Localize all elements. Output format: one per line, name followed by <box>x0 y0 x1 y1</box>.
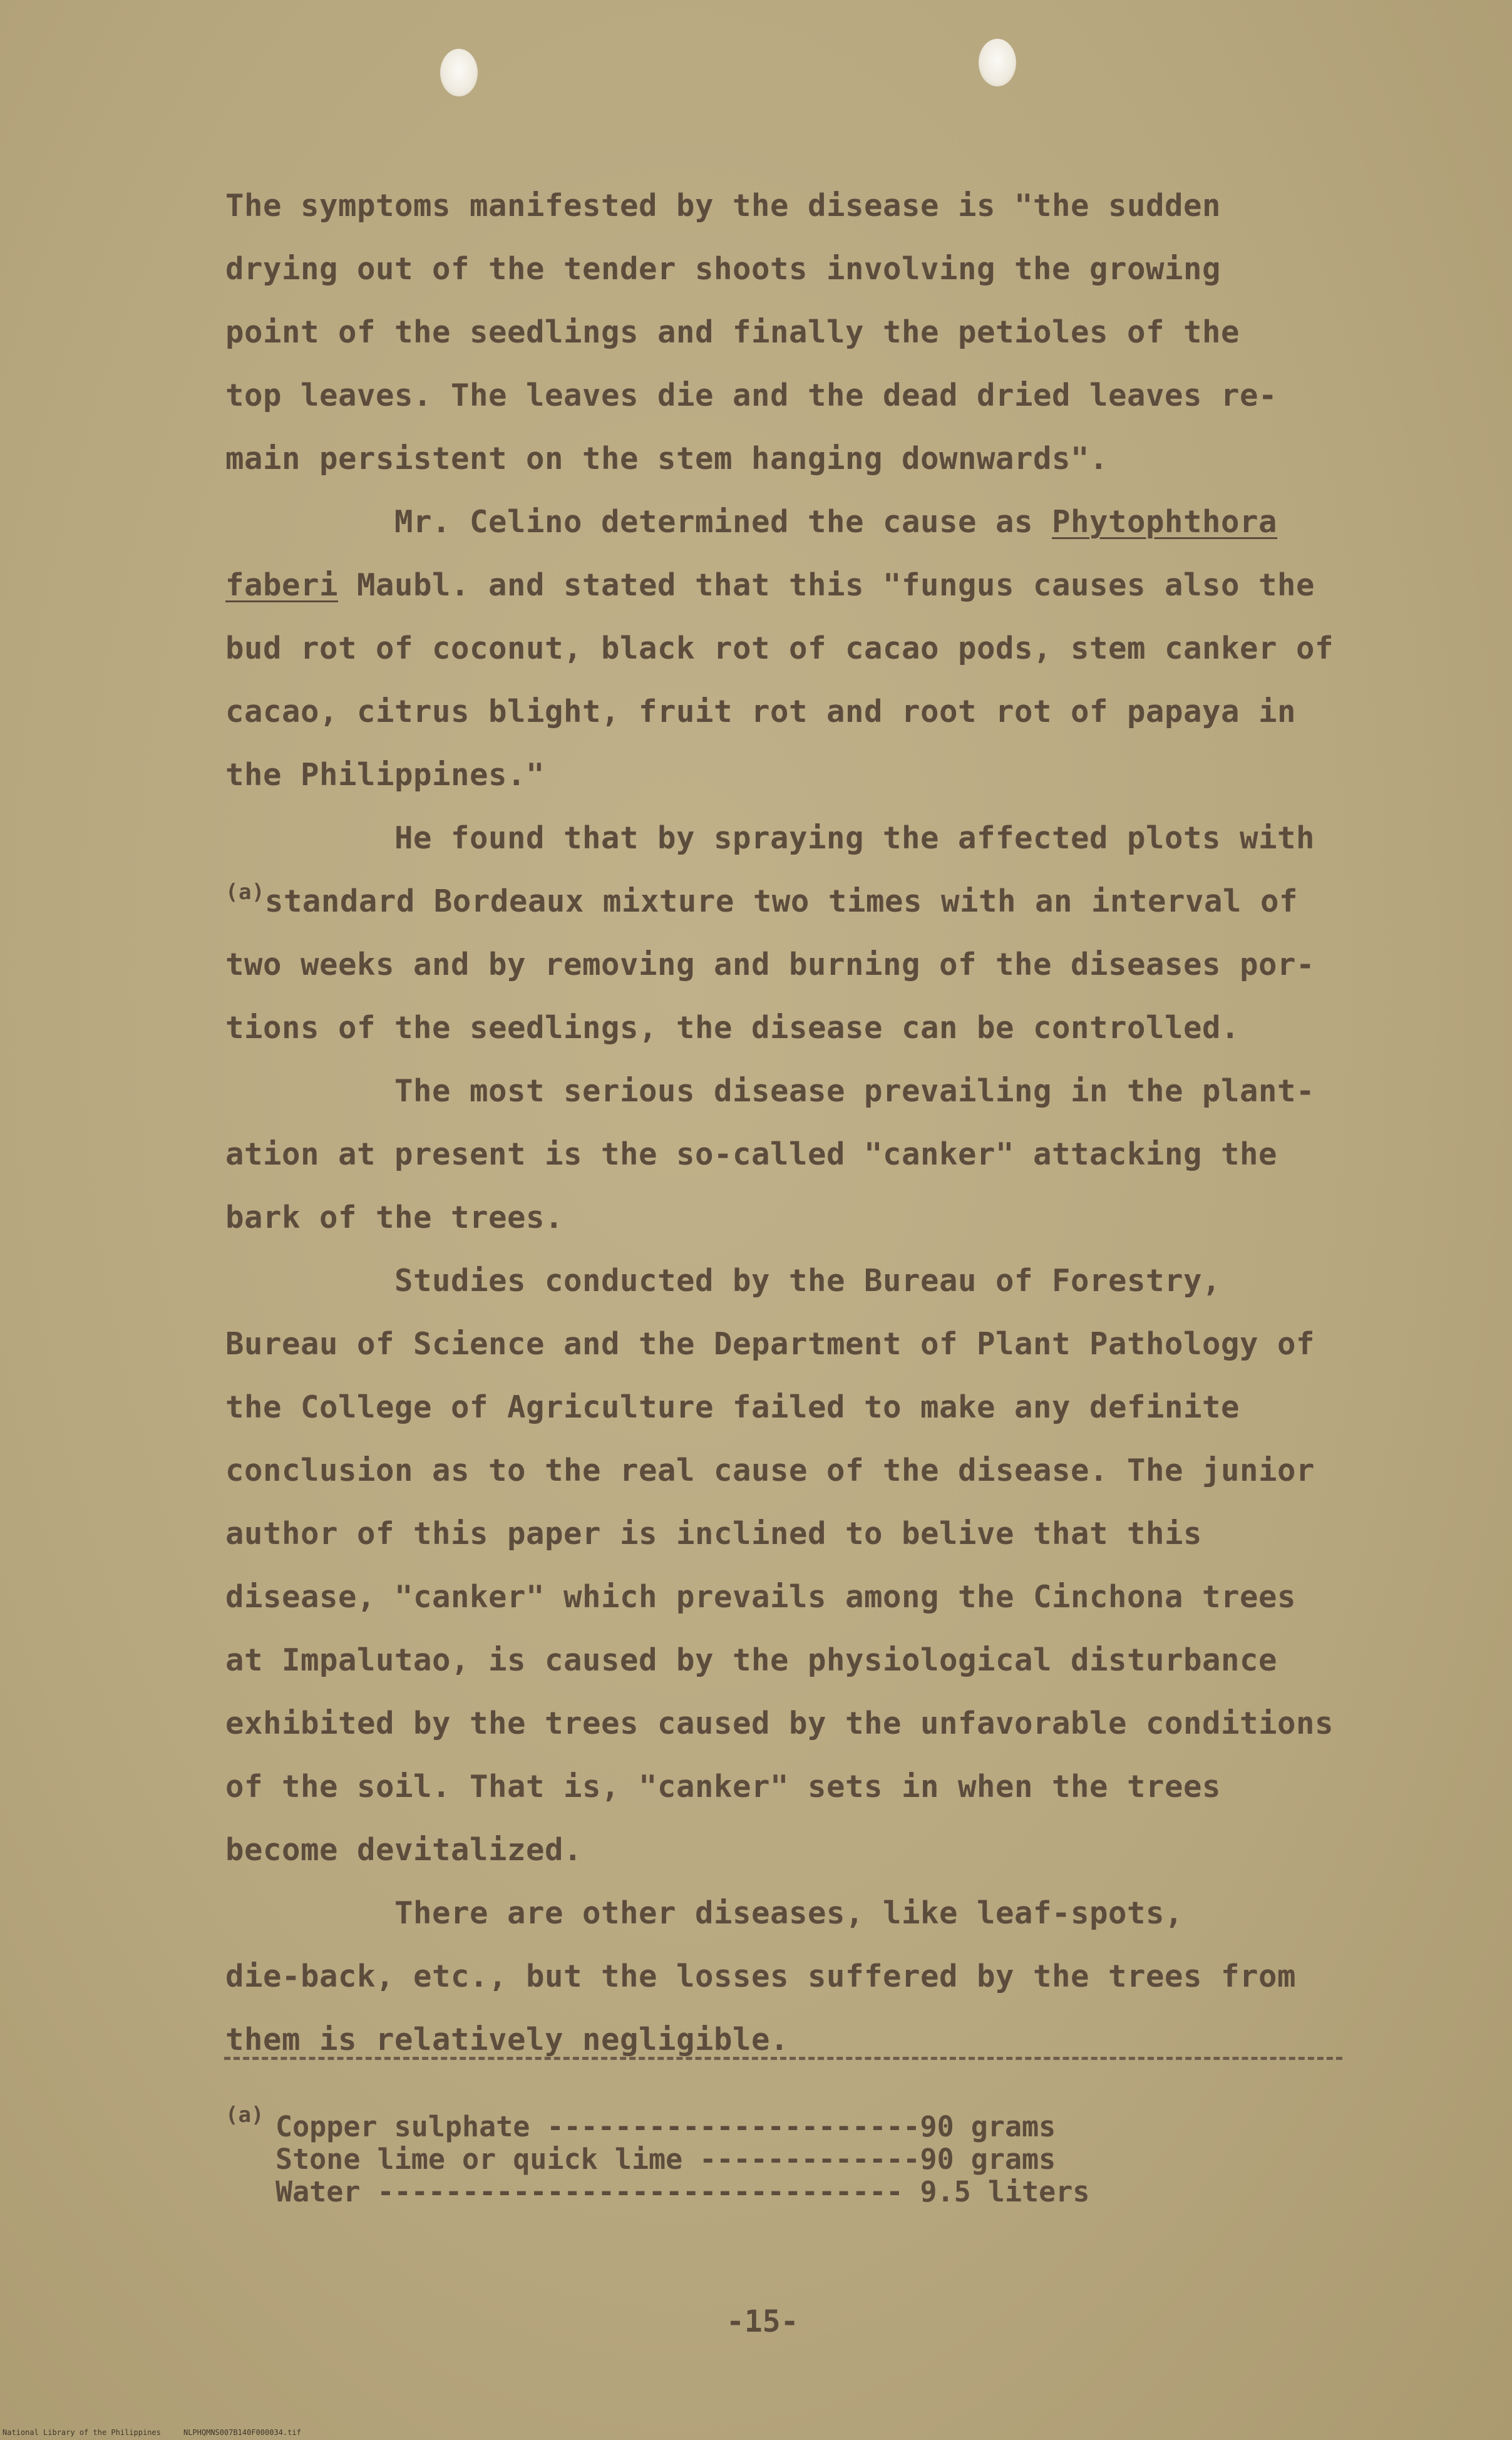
footnote-divider <box>224 2057 1342 2060</box>
text-line: exhibited by the trees caused by the unfavorable conditions <box>225 1706 1334 1741</box>
text-line: bark of the trees. <box>225 1200 564 1235</box>
text-line: top leaves. The leaves die and the dead dried leaves re- <box>225 378 1278 413</box>
text-line: become devitalized. <box>225 1832 583 1868</box>
footnote <box>225 2103 1352 2216</box>
text-line: die-back, etc., but the losses suffered by the trees from <box>225 1959 1297 1994</box>
footnote-marker: (a) <box>225 2103 264 2128</box>
text-line: two weeks and by removing and burning of the diseases por- <box>225 947 1315 982</box>
text-line: of the soil. That is, "canker" sets in when the trees <box>225 1769 1221 1804</box>
footnote-marker: (a) <box>225 880 265 905</box>
text-line: the College of Agriculture failed to make any definite <box>225 1389 1240 1425</box>
genus-name: Phytophthora <box>1052 504 1278 540</box>
text-line: point of the seedlings and finally the petioles of the <box>225 314 1240 350</box>
text-line: Bureau of Science and the Department of Plant Pathology of <box>225 1326 1315 1362</box>
text-segment: standard Bordeaux mixture two times with an interval of <box>264 883 1298 919</box>
species-name: faberi <box>225 567 339 603</box>
text-line <box>225 567 1315 603</box>
page-number: -15- <box>726 2304 799 2339</box>
text-segment: Mr. Celino determined the cause as <box>394 504 1052 540</box>
text-line: at Impalutao, is caused by the physiological disturbance <box>225 1642 1278 1678</box>
footnote-line: Water ------------------------------- 9.5 liters <box>275 2175 1090 2208</box>
text-line <box>225 880 1298 919</box>
text-line: conclusion as to the real cause of the disease. The junior <box>225 1453 1315 1488</box>
punch-hole-left <box>440 49 478 96</box>
text-line <box>225 504 1277 540</box>
text-line: The most serious disease prevailing in the plant- <box>394 1073 1315 1109</box>
text-line: Studies conducted by the Bureau of Forestry, <box>394 1263 1221 1299</box>
text-line: drying out of the tender shoots involving the growing <box>225 251 1221 287</box>
scan-credit: National Library of the Philippines NLPHQMNS007B140F000034.tif <box>3 2428 301 2437</box>
footnote-line: Copper sulphate ----------------------90 grams <box>275 2110 1056 2143</box>
footnote-line: Stone lime or quick lime -------------90 grams <box>275 2143 1056 2176</box>
text-line: author of this paper is inclined to belive that this <box>225 1516 1203 1552</box>
text-line: them is relatively negligible. <box>225 2022 789 2057</box>
text-line: ation at present is the so-called "canker" attacking the <box>225 1136 1278 1172</box>
text-line: cacao, citrus blight, fruit rot and root rot of papaya in <box>225 694 1297 729</box>
punch-hole-right <box>979 39 1016 86</box>
text-segment: Maubl. and stated that this "fungus causes also the <box>338 567 1315 603</box>
text-line: He found that by spraying the affected plots with <box>394 820 1315 856</box>
text-line: main persistent on the stem hanging downwards". <box>225 441 1109 476</box>
text-line: the Philippines." <box>225 757 545 793</box>
text-line: There are other diseases, like leaf-spots, <box>394 1895 1184 1931</box>
text-line: The symptoms manifested by the disease is "the sudden <box>225 188 1221 224</box>
text-line: bud rot of coconut, black rot of cacao pods, stem canker of <box>225 631 1334 666</box>
text-line: disease, "canker" which prevails among the Cinchona trees <box>225 1579 1297 1615</box>
text-line: tions of the seedlings, the disease can be controlled. <box>225 1010 1240 1046</box>
